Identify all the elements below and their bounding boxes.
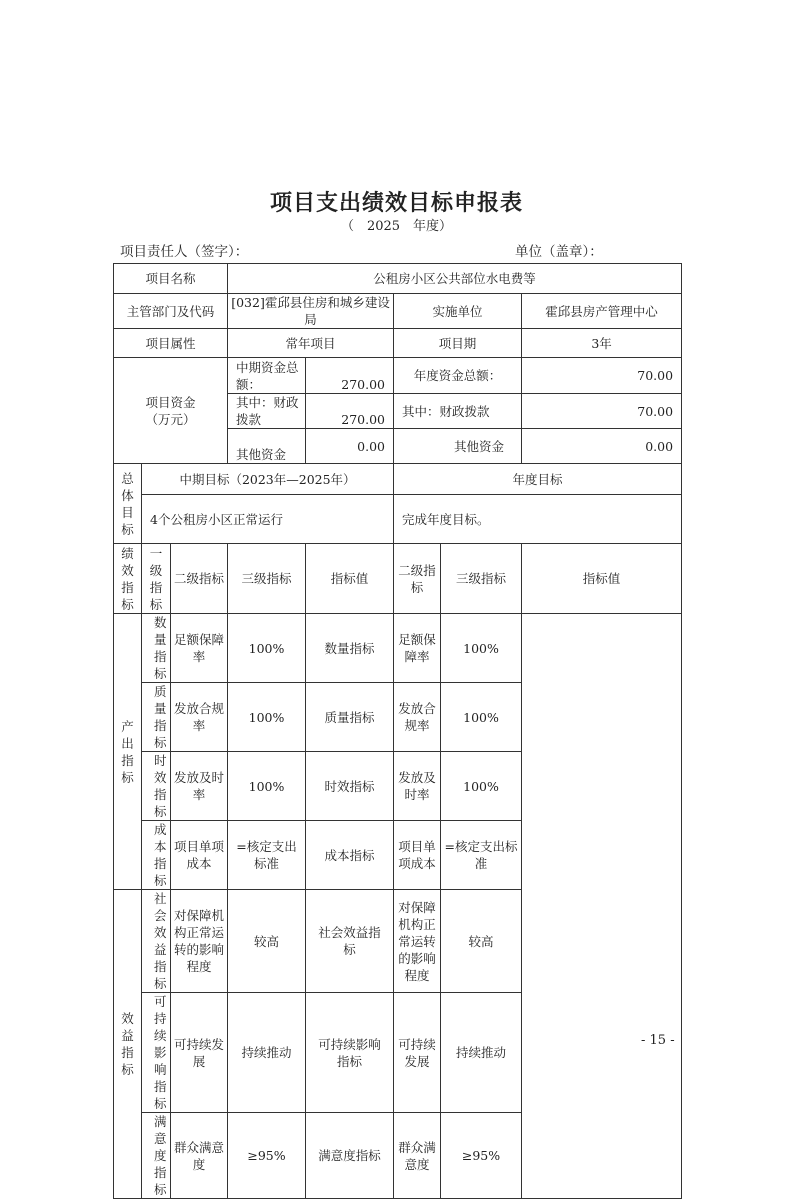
indicator-row — [114, 993, 682, 1113]
y-value-cell: =核定支出标准 — [441, 821, 522, 890]
level1-indicator: 产出指标 — [114, 614, 142, 890]
value: 常年项目 — [228, 329, 394, 358]
y-level3-cell: 项目单项成本 — [394, 821, 441, 890]
y-level2-cell: 成本指标 — [306, 821, 394, 890]
header-level3: 三级指标 — [228, 544, 306, 614]
value: 公租房小区公共部位水电费等 — [228, 264, 682, 294]
value-cell: ≥95% — [228, 1113, 306, 1199]
header-level2: 二级指标 — [171, 544, 228, 614]
funds-label: 项目资金（万元） — [114, 358, 228, 464]
value: 0.00 — [522, 429, 682, 464]
header-value: 指标值 — [306, 544, 394, 614]
performance-goal-table — [113, 263, 682, 1199]
y-level3-cell: 对保障机构正常运转的影响程度 — [394, 890, 441, 993]
label: 其中：财政拨款 — [228, 394, 306, 429]
row-funds-total — [114, 358, 682, 394]
level2-cell: 质量指标 — [142, 683, 171, 752]
mid-goal-header: 中期目标（2023年—2025年） — [142, 464, 394, 495]
y-level3-cell: 足额保障率 — [394, 614, 441, 683]
row-indicator-headers — [114, 544, 682, 614]
label: 项目属性 — [114, 329, 228, 358]
value: 270.00 — [306, 394, 394, 429]
level3-cell: 发放合规率 — [171, 683, 228, 752]
value: 270.00 — [306, 358, 394, 394]
mid-goal-text: 4个公租房小区正常运行 — [142, 495, 394, 544]
value-cell: 100% — [228, 683, 306, 752]
label: 实施单位 — [394, 294, 522, 329]
y-level3-cell: 可持续发展 — [394, 993, 441, 1113]
indicator-row — [114, 1113, 682, 1199]
label: 项目期 — [394, 329, 522, 358]
indicator-row — [114, 683, 682, 752]
overall-goal-label: 总体目标 — [114, 464, 142, 544]
y-level3-cell: 发放及时率 — [394, 752, 441, 821]
performance-indicator-label: 绩效指标 — [114, 544, 142, 614]
indicator-row — [114, 890, 682, 993]
row-project-name — [114, 264, 682, 294]
y-value-cell: 100% — [441, 614, 522, 683]
level3-cell: 可持续发展 — [171, 993, 228, 1113]
y-level2-cell: 满意度指标 — [306, 1113, 394, 1199]
y-value-cell: 100% — [441, 752, 522, 821]
value-cell: 100% — [228, 752, 306, 821]
level3-cell: 项目单项成本 — [171, 821, 228, 890]
y-level2-cell: 可持续影响指标 — [306, 993, 394, 1113]
level2-cell: 时效指标 — [142, 752, 171, 821]
y-level3-cell: 发放合规率 — [394, 683, 441, 752]
value-cell: =核定支出标准 — [228, 821, 306, 890]
y-level2-cell: 质量指标 — [306, 683, 394, 752]
indicator-row — [114, 821, 682, 890]
year-goal-header: 年度目标 — [394, 464, 682, 495]
y-level2-cell: 时效指标 — [306, 752, 394, 821]
value: 70.00 — [522, 394, 682, 429]
level2-cell: 社会效益指标 — [142, 890, 171, 993]
level1-indicator: 效益指标 — [114, 890, 142, 1199]
value-cell: 持续推动 — [228, 993, 306, 1113]
label: 中期资金总额： — [228, 358, 306, 394]
label: 年度资金总额： — [394, 358, 522, 394]
value: 70.00 — [522, 358, 682, 394]
value: 0.00 — [306, 429, 394, 464]
y-value-cell: ≥95% — [441, 1113, 522, 1199]
y-value-cell: 100% — [441, 683, 522, 752]
level3-cell: 对保障机构正常运转的影响程度 — [171, 890, 228, 993]
indicator-row — [114, 752, 682, 821]
value-cell: 100% — [228, 614, 306, 683]
row-goal-headers — [114, 464, 682, 495]
header-level3: 三级指标 — [441, 544, 522, 614]
y-level3-cell: 群众满意度 — [394, 1113, 441, 1199]
level2-cell: 满意度指标 — [142, 1113, 171, 1199]
value: 3年 — [522, 329, 682, 358]
y-level2-cell: 数量指标 — [306, 614, 394, 683]
label: 项目名称 — [114, 264, 228, 294]
label: 其他资金 — [394, 429, 522, 464]
level3-cell: 发放及时率 — [171, 752, 228, 821]
header-value: 指标值 — [522, 544, 682, 614]
unit-seal-label: 单位（盖章）： — [515, 244, 603, 260]
indicator-row — [114, 614, 682, 683]
page-title: 项目支出绩效目标申报表 — [269, 191, 523, 216]
level3-cell: 群众满意度 — [171, 1113, 228, 1199]
header-level1: 一级指标 — [142, 544, 171, 614]
value: 霍邱县房产管理中心 — [522, 294, 682, 329]
header-level2: 二级指标 — [394, 544, 441, 614]
row-department — [114, 294, 682, 329]
row-goal-text — [114, 495, 682, 544]
label: 主管部门及代码 — [114, 294, 228, 329]
label: 其他资金 — [228, 429, 306, 464]
year-line: （ 2025 年度） — [340, 219, 453, 234]
value: [032]霍邱县住房和城乡建设局 — [228, 294, 394, 329]
page-number: - 15 - — [641, 1033, 675, 1048]
row-attribute — [114, 329, 682, 358]
responsible-signature-label: 项目责任人（签字）： — [120, 244, 249, 260]
level2-cell: 可持续影响指标 — [142, 993, 171, 1113]
level2-cell: 数量指标 — [142, 614, 171, 683]
y-value-cell: 持续推动 — [441, 993, 522, 1113]
y-value-cell: 较高 — [441, 890, 522, 993]
label: 其中：财政拨款 — [394, 394, 522, 429]
y-level2-cell: 社会效益指标 — [306, 890, 394, 993]
value-cell: 较高 — [228, 890, 306, 993]
level3-cell: 足额保障率 — [171, 614, 228, 683]
level2-cell: 成本指标 — [142, 821, 171, 890]
year-goal-text: 完成年度目标。 — [394, 495, 682, 544]
